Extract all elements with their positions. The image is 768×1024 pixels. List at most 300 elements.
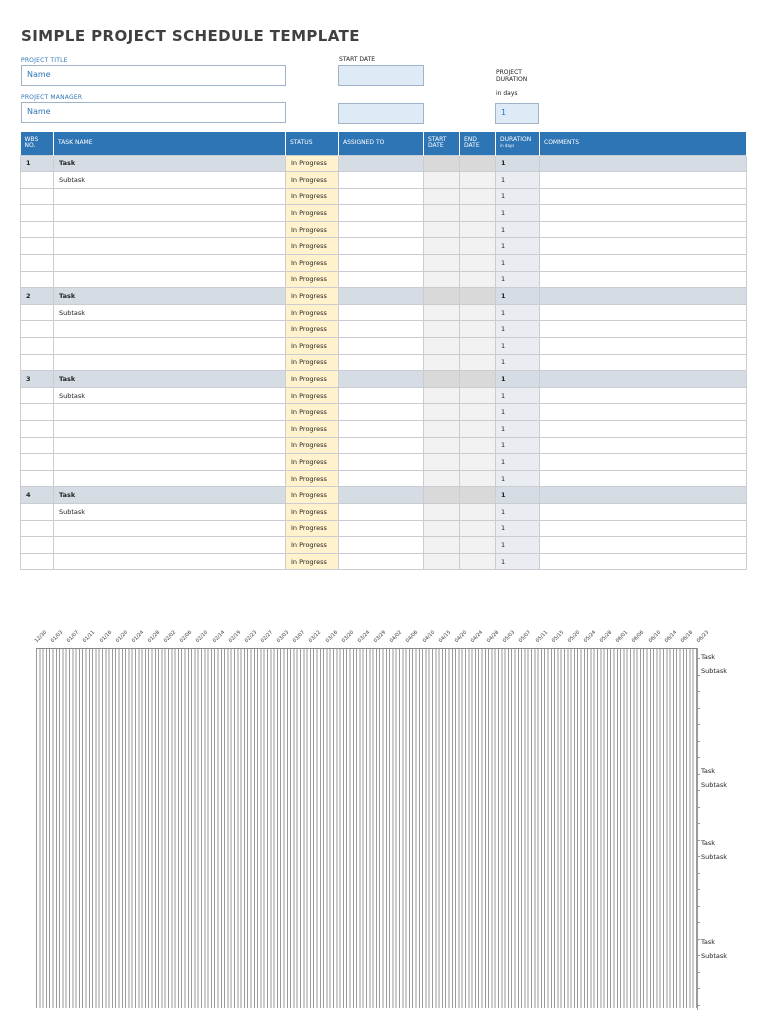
wbs-cell[interactable]	[21, 387, 54, 404]
duration-cell[interactable]: 1	[496, 503, 540, 520]
wbs-cell[interactable]	[21, 537, 54, 554]
gantt-date-label: 01/16	[98, 629, 113, 644]
task-name-cell[interactable]: Subtask	[54, 172, 286, 189]
table-row	[21, 172, 747, 189]
assigned-to-cell[interactable]	[339, 537, 424, 554]
assigned-to-cell[interactable]	[339, 487, 424, 504]
comments-cell[interactable]	[540, 487, 747, 504]
duration-cell[interactable]: 1	[496, 354, 540, 371]
table-row	[21, 503, 747, 520]
assigned-to-cell[interactable]	[339, 205, 424, 222]
table-row	[21, 304, 747, 321]
table-row	[21, 553, 747, 570]
gantt-tick	[697, 790, 700, 791]
table-row	[21, 354, 747, 371]
status-cell[interactable]: In Progress	[286, 188, 339, 205]
assigned-to-cell[interactable]	[339, 404, 424, 421]
gantt-tick	[697, 922, 700, 923]
comments-cell[interactable]	[540, 304, 747, 321]
status-cell[interactable]: In Progress	[286, 437, 339, 454]
task-name-cell[interactable]	[54, 470, 286, 487]
comments-cell[interactable]	[540, 354, 747, 371]
duration-cell[interactable]: 1	[496, 205, 540, 222]
table-row	[21, 238, 747, 255]
comments-cell[interactable]	[540, 205, 747, 222]
gantt-tick	[697, 724, 700, 725]
table-row	[21, 221, 747, 238]
comments-cell[interactable]	[540, 155, 747, 172]
table-row	[21, 371, 747, 388]
gantt-date-label: 05/03	[501, 629, 517, 644]
schedule-table	[20, 132, 747, 570]
gantt-date-label: 12/30	[33, 629, 49, 644]
status-cell[interactable]: In Progress	[286, 288, 339, 305]
status-cell[interactable]: In Progress	[286, 221, 339, 238]
assigned-to-cell[interactable]	[339, 188, 424, 205]
status-cell[interactable]: In Progress	[286, 354, 339, 371]
gantt-date-label: 02/10	[195, 629, 210, 644]
end-date-cell[interactable]	[460, 321, 496, 338]
table-row	[21, 421, 747, 438]
table-row	[21, 537, 747, 554]
gantt-date-label: 03/24	[356, 629, 372, 644]
assigned-to-cell[interactable]	[339, 520, 424, 537]
duration-cell[interactable]: 1	[496, 470, 540, 487]
table-row	[21, 404, 747, 421]
gantt-date-label: 05/24	[582, 629, 598, 644]
gantt-date-label: 04/15	[437, 629, 452, 644]
wbs-cell[interactable]	[21, 271, 54, 288]
comments-cell[interactable]	[540, 238, 747, 255]
gantt-tick	[697, 807, 700, 808]
duration-cell[interactable]: 1	[496, 421, 540, 438]
start-date-cell[interactable]	[424, 354, 460, 371]
start-date-cell[interactable]	[424, 371, 460, 388]
col-duration-sub: in days	[500, 143, 515, 149]
end-date-cell[interactable]	[460, 470, 496, 487]
start-date-cell[interactable]	[424, 404, 460, 421]
wbs-cell[interactable]: 2	[21, 288, 54, 305]
duration-cell[interactable]: 1	[496, 338, 540, 355]
gantt-date-label: 05/11	[534, 629, 549, 644]
duration-cell[interactable]: 1	[496, 188, 540, 205]
wbs-cell[interactable]	[21, 304, 54, 321]
comments-cell[interactable]	[540, 553, 747, 570]
table-row	[21, 437, 747, 454]
comments-cell[interactable]	[540, 288, 747, 305]
task-name-cell[interactable]	[54, 338, 286, 355]
gantt-date-label: 02/19	[227, 629, 242, 644]
gantt-tick	[697, 658, 700, 659]
comments-cell[interactable]	[540, 404, 747, 421]
comments-cell[interactable]	[540, 520, 747, 537]
comments-cell[interactable]	[540, 387, 747, 404]
duration-cell[interactable]: 1	[496, 454, 540, 471]
duration-cell[interactable]: 1	[496, 321, 540, 338]
task-name-cell[interactable]	[54, 238, 286, 255]
assigned-to-cell[interactable]	[339, 155, 424, 172]
task-name-cell[interactable]: Subtask	[54, 304, 286, 321]
assigned-to-cell[interactable]	[339, 221, 424, 238]
status-cell[interactable]: In Progress	[286, 537, 339, 554]
status-cell[interactable]: In Progress	[286, 321, 339, 338]
status-cell[interactable]: In Progress	[286, 470, 339, 487]
wbs-cell[interactable]	[21, 503, 54, 520]
comments-cell[interactable]	[540, 371, 747, 388]
task-name-cell[interactable]	[54, 520, 286, 537]
duration-cell[interactable]: 1	[496, 487, 540, 504]
end-date-cell[interactable]	[460, 371, 496, 388]
end-date-cell[interactable]	[460, 338, 496, 355]
gantt-date-label: 01/24	[130, 629, 146, 644]
wbs-cell[interactable]	[21, 238, 54, 255]
start-date-cell[interactable]	[424, 537, 460, 554]
table-row	[21, 520, 747, 537]
gantt-date-label: 03/20	[340, 629, 355, 644]
start-date-cell[interactable]	[424, 520, 460, 537]
gantt-tick	[697, 939, 700, 940]
gantt-date-label: 02/27	[259, 629, 275, 644]
comments-cell[interactable]	[540, 188, 747, 205]
duration-cell[interactable]: 1	[496, 255, 540, 272]
gantt-date-label: 04/20	[453, 629, 468, 644]
gantt-date-label: 02/23	[243, 629, 259, 644]
table-row	[21, 470, 747, 487]
duration-cell[interactable]: 1	[496, 155, 540, 172]
wbs-cell[interactable]	[21, 404, 54, 421]
status-cell[interactable]: In Progress	[286, 304, 339, 321]
duration-cell[interactable]: 1	[496, 371, 540, 388]
gantt-tick	[697, 856, 700, 857]
gantt-date-label: 06/01	[615, 629, 630, 644]
comments-cell[interactable]	[540, 255, 747, 272]
gantt-date-label: 06/18	[679, 629, 695, 644]
project-duration-field[interactable]: 1	[495, 103, 539, 124]
gantt-tick	[697, 840, 700, 841]
gantt-date-label: 01/03	[49, 629, 65, 644]
table-header-row	[21, 132, 747, 155]
gantt-task-label: Task	[701, 767, 716, 775]
wbs-cell[interactable]	[21, 188, 54, 205]
duration-cell[interactable]: 1	[496, 537, 540, 554]
end-date-cell[interactable]	[460, 520, 496, 537]
status-cell[interactable]: In Progress	[286, 503, 339, 520]
end-date-cell[interactable]	[460, 304, 496, 321]
end-date-cell[interactable]	[460, 454, 496, 471]
task-name-cell[interactable]	[54, 221, 286, 238]
gantt-date-label: 03/16	[324, 629, 339, 644]
end-date-cell[interactable]	[460, 487, 496, 504]
wbs-cell[interactable]	[21, 354, 54, 371]
table-row	[21, 188, 747, 205]
comments-cell[interactable]	[540, 503, 747, 520]
status-cell[interactable]: In Progress	[286, 155, 339, 172]
status-cell[interactable]: In Progress	[286, 454, 339, 471]
task-name-cell[interactable]	[54, 188, 286, 205]
status-cell[interactable]: In Progress	[286, 271, 339, 288]
wbs-cell[interactable]	[21, 172, 54, 189]
gantt-date-label: 01/20	[114, 629, 129, 644]
comments-cell[interactable]	[540, 454, 747, 471]
assigned-to-cell[interactable]	[339, 304, 424, 321]
wbs-cell[interactable]	[21, 421, 54, 438]
task-name-cell[interactable]	[54, 205, 286, 222]
wbs-cell[interactable]	[21, 454, 54, 471]
end-date-field[interactable]	[338, 103, 424, 124]
gantt-tick	[697, 774, 700, 775]
gantt-date-label: 01/28	[146, 629, 162, 644]
col-wbs: WBS NO.	[21, 132, 54, 155]
assigned-to-cell[interactable]	[339, 255, 424, 272]
assigned-to-cell[interactable]	[339, 503, 424, 520]
task-name-cell[interactable]	[54, 271, 286, 288]
status-cell[interactable]: In Progress	[286, 338, 339, 355]
gantt-tick	[697, 873, 700, 874]
end-date-cell[interactable]	[460, 172, 496, 189]
col-duration-label: DURATION	[500, 135, 532, 143]
table-row	[21, 205, 747, 222]
start-date-cell[interactable]	[424, 503, 460, 520]
gantt-tick	[697, 691, 700, 692]
start-date-cell[interactable]	[424, 155, 460, 172]
table-row	[21, 271, 747, 288]
gantt-date-label: 03/12	[308, 629, 323, 644]
assigned-to-cell[interactable]	[339, 321, 424, 338]
duration-cell[interactable]: 1	[496, 404, 540, 421]
task-name-cell[interactable]: Task	[54, 155, 286, 172]
start-date-cell[interactable]	[424, 421, 460, 438]
start-date-cell[interactable]	[424, 205, 460, 222]
col-end-date: END DATE	[460, 132, 496, 155]
col-status: STATUS	[286, 132, 339, 155]
assigned-to-cell[interactable]	[339, 387, 424, 404]
duration-cell[interactable]: 1	[496, 271, 540, 288]
gantt-date-label: 06/23	[695, 629, 711, 644]
task-name-cell[interactable]	[54, 321, 286, 338]
start-date-cell[interactable]	[424, 470, 460, 487]
start-date-cell[interactable]	[424, 387, 460, 404]
assigned-to-cell[interactable]	[339, 238, 424, 255]
start-date-cell[interactable]	[424, 338, 460, 355]
start-date-cell[interactable]	[424, 437, 460, 454]
end-date-cell[interactable]	[460, 188, 496, 205]
duration-cell[interactable]: 1	[496, 387, 540, 404]
duration-cell[interactable]: 1	[496, 520, 540, 537]
status-cell[interactable]: In Progress	[286, 520, 339, 537]
comments-cell[interactable]	[540, 338, 747, 355]
gantt-tick	[697, 906, 700, 907]
comments-cell[interactable]	[540, 470, 747, 487]
status-cell[interactable]: In Progress	[286, 421, 339, 438]
assigned-to-cell[interactable]	[339, 437, 424, 454]
wbs-cell[interactable]: 3	[21, 371, 54, 388]
duration-cell[interactable]: 1	[496, 172, 540, 189]
gantt-date-label: 05/28	[598, 629, 614, 644]
end-date-cell[interactable]	[460, 155, 496, 172]
start-date-cell[interactable]	[424, 255, 460, 272]
project-manager-field[interactable]: Name	[21, 102, 286, 123]
end-date-cell[interactable]	[460, 404, 496, 421]
table-row	[21, 321, 747, 338]
task-name-cell[interactable]: Subtask	[54, 503, 286, 520]
gantt-date-label: 03/03	[275, 629, 291, 644]
task-name-cell[interactable]: Task	[54, 487, 286, 504]
table-row	[21, 155, 747, 172]
wbs-cell[interactable]	[21, 338, 54, 355]
end-date-cell[interactable]	[460, 205, 496, 222]
end-date-cell[interactable]	[460, 503, 496, 520]
table-row	[21, 255, 747, 272]
task-name-cell[interactable]	[54, 404, 286, 421]
gantt-date-label: 04/02	[388, 629, 404, 644]
start-date-cell[interactable]	[424, 221, 460, 238]
comments-cell[interactable]	[540, 221, 747, 238]
start-date-field[interactable]	[338, 65, 424, 86]
comments-cell[interactable]	[540, 537, 747, 554]
start-date-cell[interactable]	[424, 172, 460, 189]
col-comments: COMMENTS	[540, 132, 747, 155]
start-date-cell[interactable]	[424, 288, 460, 305]
end-date-cell[interactable]	[460, 255, 496, 272]
gantt-tick	[697, 741, 700, 742]
task-name-cell[interactable]: Task	[54, 288, 286, 305]
duration-cell[interactable]: 1	[496, 238, 540, 255]
task-name-cell[interactable]	[54, 553, 286, 570]
wbs-cell[interactable]	[21, 221, 54, 238]
status-cell[interactable]: In Progress	[286, 371, 339, 388]
wbs-cell[interactable]	[21, 321, 54, 338]
wbs-cell[interactable]	[21, 255, 54, 272]
assigned-to-cell[interactable]	[339, 172, 424, 189]
status-cell[interactable]: In Progress	[286, 553, 339, 570]
comments-cell[interactable]	[540, 421, 747, 438]
table-row	[21, 387, 747, 404]
status-cell[interactable]: In Progress	[286, 238, 339, 255]
gantt-task-label: Task	[701, 938, 716, 946]
project-title-label: PROJECT TITLE	[21, 57, 68, 64]
gantt-date-label: 02/14	[211, 629, 226, 644]
wbs-cell[interactable]	[21, 470, 54, 487]
status-cell[interactable]: In Progress	[286, 172, 339, 189]
start-date-cell[interactable]	[424, 304, 460, 321]
comments-cell[interactable]	[540, 271, 747, 288]
comments-cell[interactable]	[540, 172, 747, 189]
task-name-cell[interactable]	[54, 354, 286, 371]
start-date-cell[interactable]	[424, 553, 460, 570]
gantt-date-label: 05/20	[566, 629, 582, 644]
col-task-name: TASK NAME	[54, 132, 286, 155]
wbs-cell[interactable]	[21, 437, 54, 454]
end-date-cell[interactable]	[460, 354, 496, 371]
assigned-to-cell[interactable]	[339, 553, 424, 570]
wbs-cell[interactable]: 4	[21, 487, 54, 504]
gantt-date-label: 04/06	[405, 629, 420, 644]
end-date-cell[interactable]	[460, 553, 496, 570]
start-date-cell[interactable]	[424, 321, 460, 338]
status-cell[interactable]: In Progress	[286, 255, 339, 272]
gantt-tick	[697, 757, 700, 758]
gantt-date-label: 03/29	[372, 629, 388, 644]
task-name-cell[interactable]	[54, 454, 286, 471]
end-date-cell[interactable]	[460, 421, 496, 438]
table-row	[21, 288, 747, 305]
gantt-tick	[697, 955, 700, 956]
gantt-date-label: 02/02	[162, 629, 178, 644]
assigned-to-cell[interactable]	[339, 271, 424, 288]
start-date-cell[interactable]	[424, 271, 460, 288]
end-date-cell[interactable]	[460, 537, 496, 554]
task-name-cell[interactable]: Subtask	[54, 387, 286, 404]
wbs-cell[interactable]: 1	[21, 155, 54, 172]
end-date-cell[interactable]	[460, 288, 496, 305]
task-name-cell[interactable]	[54, 421, 286, 438]
assigned-to-cell[interactable]	[339, 470, 424, 487]
gantt-date-label: 02/06	[179, 629, 194, 644]
start-date-cell[interactable]	[424, 188, 460, 205]
assigned-to-cell[interactable]	[339, 421, 424, 438]
gantt-date-label: 05/07	[518, 629, 533, 644]
assigned-to-cell[interactable]	[339, 288, 424, 305]
duration-cell[interactable]: 1	[496, 553, 540, 570]
assigned-to-cell[interactable]	[339, 371, 424, 388]
task-name-cell[interactable]	[54, 437, 286, 454]
col-duration	[496, 132, 540, 155]
gantt-date-label: 04/24	[469, 629, 485, 644]
end-date-cell[interactable]	[460, 271, 496, 288]
gantt-date-label: 01/11	[82, 629, 97, 644]
task-name-cell[interactable]	[54, 537, 286, 554]
status-cell[interactable]: In Progress	[286, 404, 339, 421]
end-date-cell[interactable]	[460, 238, 496, 255]
gantt-date-label: 04/28	[485, 629, 501, 644]
table-row	[21, 338, 747, 355]
project-duration-label: PROJECT DURATION	[496, 69, 528, 83]
assigned-to-cell[interactable]	[339, 354, 424, 371]
task-name-cell[interactable]: Task	[54, 371, 286, 388]
status-cell[interactable]: In Progress	[286, 205, 339, 222]
duration-cell[interactable]: 1	[496, 221, 540, 238]
col-assigned-to: ASSIGNED TO	[339, 132, 424, 155]
comments-cell[interactable]	[540, 437, 747, 454]
duration-cell[interactable]: 1	[496, 437, 540, 454]
start-date-cell[interactable]	[424, 238, 460, 255]
end-date-cell[interactable]	[460, 387, 496, 404]
start-date-cell[interactable]	[424, 487, 460, 504]
gantt-subtask-label: Subtask	[701, 781, 728, 789]
duration-cell[interactable]: 1	[496, 288, 540, 305]
page-title: SIMPLE PROJECT SCHEDULE TEMPLATE	[21, 27, 360, 45]
wbs-cell[interactable]	[21, 553, 54, 570]
status-cell[interactable]: In Progress	[286, 387, 339, 404]
gantt-tick	[697, 1005, 700, 1006]
assigned-to-cell[interactable]	[339, 338, 424, 355]
gantt-subtask-label: Subtask	[701, 853, 728, 861]
gantt-date-label: 05/15	[550, 629, 565, 644]
task-name-cell[interactable]	[54, 255, 286, 272]
assigned-to-cell[interactable]	[339, 454, 424, 471]
comments-cell[interactable]	[540, 321, 747, 338]
gantt-tick	[697, 972, 700, 973]
start-date-cell[interactable]	[424, 454, 460, 471]
project-title-field[interactable]: Name	[21, 65, 286, 86]
duration-cell[interactable]: 1	[496, 304, 540, 321]
col-start-date: START DATE	[424, 132, 460, 155]
status-cell[interactable]: In Progress	[286, 487, 339, 504]
wbs-cell[interactable]	[21, 520, 54, 537]
end-date-cell[interactable]	[460, 221, 496, 238]
wbs-cell[interactable]	[21, 205, 54, 222]
end-date-cell[interactable]	[460, 437, 496, 454]
